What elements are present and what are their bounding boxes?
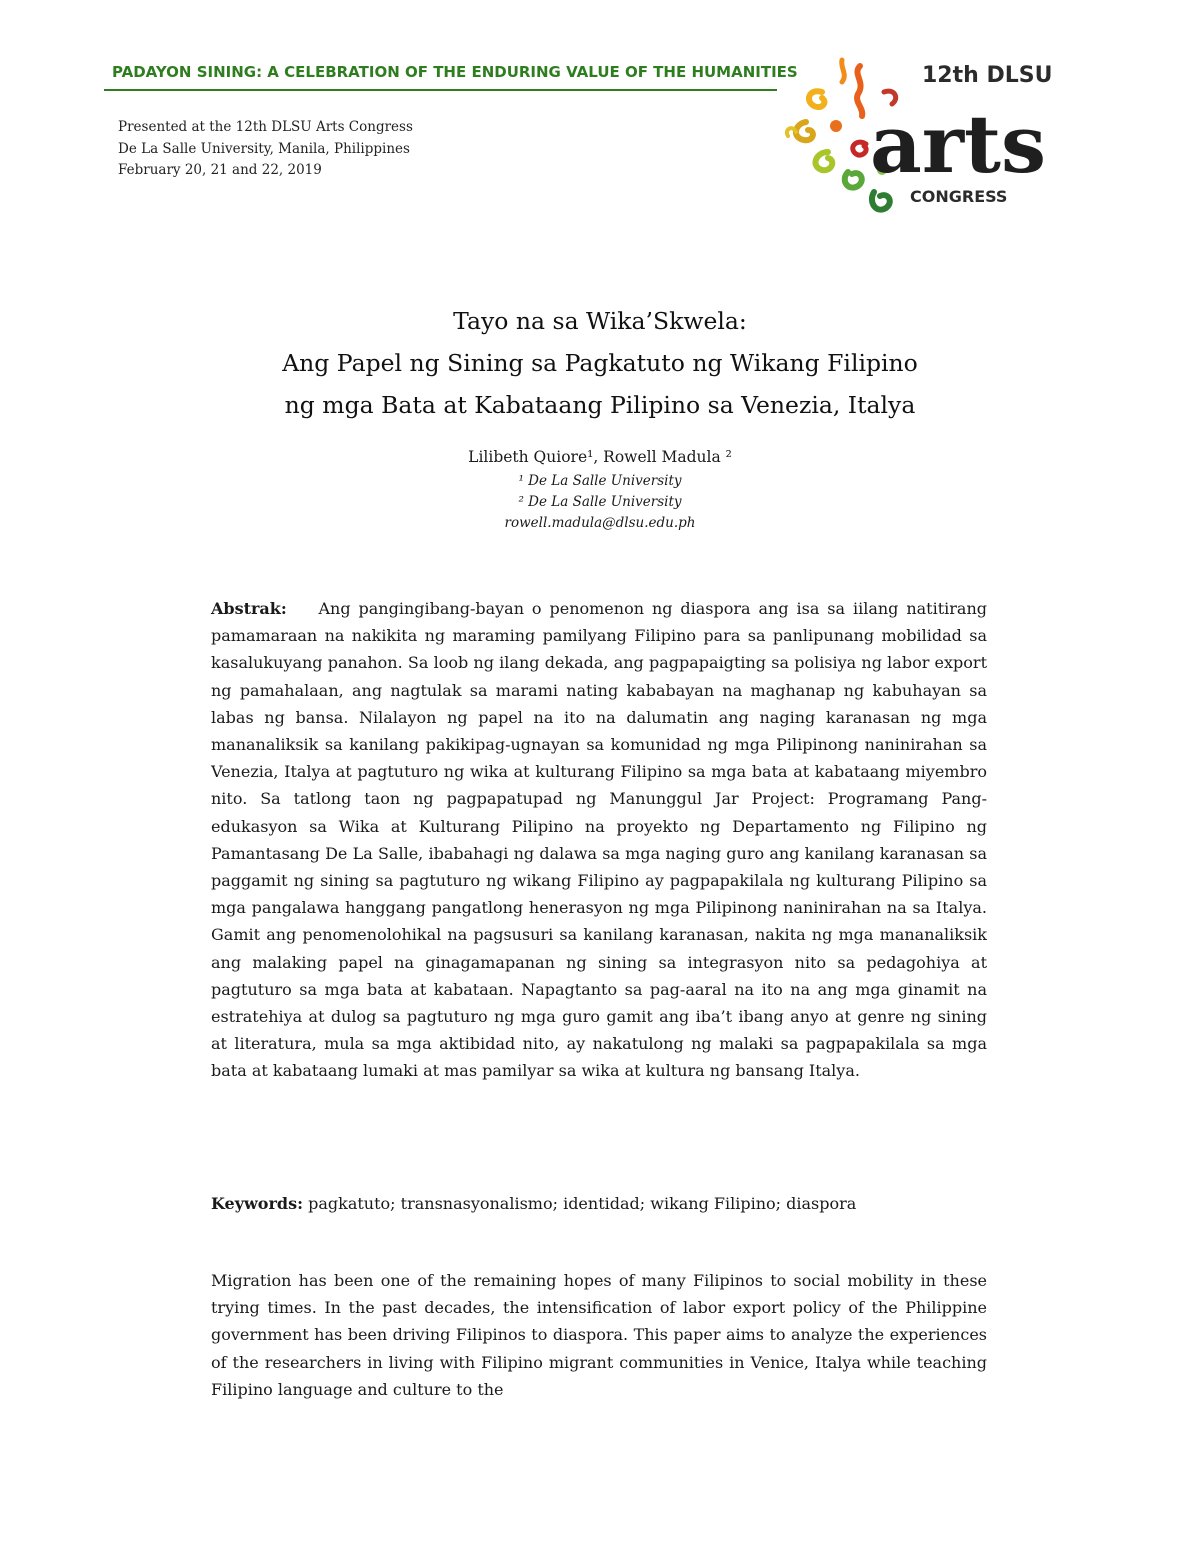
title-line: Tayo na sa Wika’Skwela: <box>453 307 747 335</box>
affiliation-line: ¹ De La Salle University <box>518 473 682 489</box>
keywords-label: Keywords: <box>211 1194 304 1213</box>
affiliations <box>150 471 1050 534</box>
presented-line: De La Salle University, Manila, Philippines <box>118 140 410 157</box>
author-list: Lilibeth Quiore¹, Rowell Madula ² <box>468 448 732 466</box>
presented-line: Presented at the 12th DLSU Arts Congress <box>118 119 413 135</box>
title-line: Ang Papel ng Sining sa Pagkatuto ng Wikang Filipino <box>282 349 918 377</box>
title-line: ng mga Bata at Kabataang Pilipino sa Venezia, Italya <box>284 391 916 419</box>
presented-line: February 20, 21 and 22, 2019 <box>118 162 322 178</box>
author-email: rowell.madula@dlsu.edu.ph <box>504 515 696 531</box>
header-rule <box>104 89 777 91</box>
keywords-text: pagkatuto; transnasyonalismo; identidad; wikang Filipino; diaspora <box>308 1194 857 1213</box>
arts-congress-logo <box>782 52 1062 227</box>
abstract-label: Abstrak: <box>211 599 287 618</box>
logo-bottom-text: CONGRESS <box>910 187 1008 206</box>
running-header-title: PADAYON SINING: A CELEBRATION OF THE ENDURING VALUE OF THE HUMANITIES <box>112 63 798 81</box>
abstract-paragraph <box>211 595 987 1085</box>
paper-title <box>150 300 1050 426</box>
affiliation-line: ² De La Salle University <box>518 494 682 510</box>
logo-main-text: arts <box>870 97 1046 191</box>
logo-top-text: 12th DLSU <box>922 63 1053 88</box>
keywords-paragraph <box>211 1190 987 1217</box>
abstract-text: Ang pangingibang-bayan o penomenon ng diaspora ang isa sa iilang natitirang pamamaraan na nakikita ng maraming pamilyang Filipino para sa panlipunang mobilidad sa kasalukuyang panahon. Sa loob ng ilang dekada, ang pagpapaigting sa polisiya ng labor export ng pamahalaan, ang nagtulak sa marami nating kababayan na maghanap ng kabuhayan sa labas ng bansa. Nilalayon ng papel na ito na dalumatin ang naging karanasan ng mga mananaliksik sa kanilang pakikipag-ugnayan sa komunidad ng mga Pilipinong naninirahan sa Venezia, Italya at pagtuturo ng wika at kulturang Filipino sa mga bata at kabataang miyembro nito. Sa tatlong taon ng pagpapatupad ng Manunggul Jar Project: Programang Pang-edukasyon sa Wika at Kulturang Pilipino na proyekto ng Departamento ng Filipino ng Pamantasang De La Salle, ibabahagi ng dalawa sa mga naging guro ang kanilang karanasan sa paggamit ng sining sa pagtuturo ng wikang Filipino ay pagpapakilala ng kulturang Pilipino sa mga pangalawa hanggang pangatlong henerasyon ng mga Pilipinong naninirahan na sa Italya. Gamit ang penomenolohikal na pagsusuri sa kanilang karanasan, nakita ng mga mananaliksik ang malaking papel na ginagamapanan ng sining sa integrasyon nito sa pedagohiya at pagtuturo sa mga bata at kabataan. Napagtanto sa pag-aaral na ito na ang mga ginamit na estratehiya at dulog sa pagtuturo ng mga guro gamit ang iba’t ibang anyo at genre ng sining at literatura, mula sa mga aktibidad nito, ay nakatulong ng malaki sa pagpapakilala sa mga bata at kabataang lumaki at mas pamilyar sa wika at kultura ng bansang Italya. <box>211 599 987 1081</box>
english-abstract-paragraph: Migration has been one of the remaining hopes of many Filipinos to social mobility in these trying times. In the past decades, the intensification of labor export policy of the Philippine government has been driving Filipinos to diaspora. This paper aims to analyze the experiences of the researchers in living with Filipino migrant communities in Venice, Italya while teaching Filipino language and culture to the <box>211 1271 987 1399</box>
presentation-info <box>118 117 413 182</box>
